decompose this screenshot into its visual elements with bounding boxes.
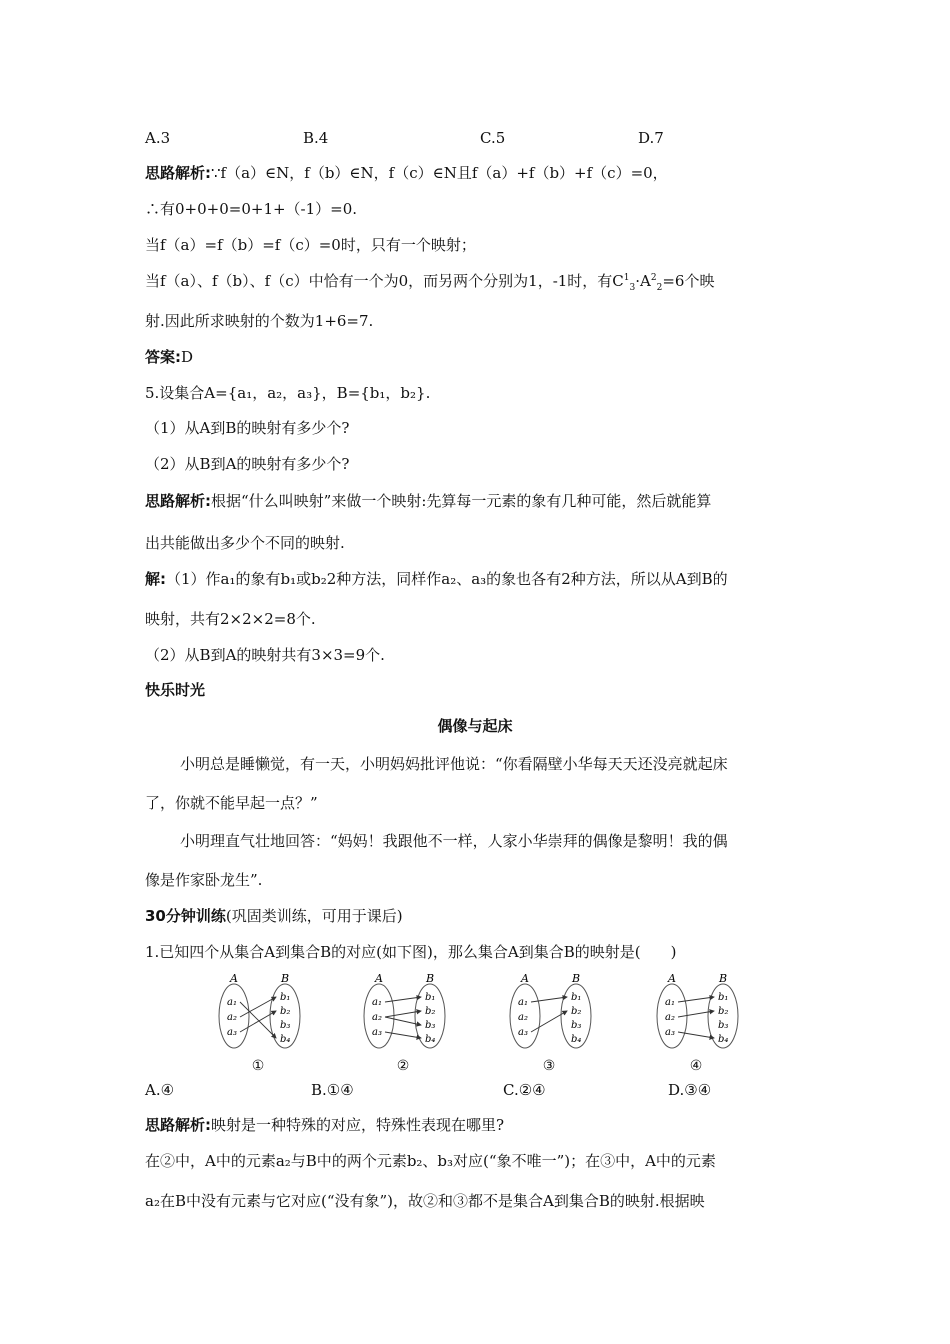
set-b-label: B bbox=[426, 972, 435, 985]
q5-solution-line-3: （2）从B到A的映射共有3×3=9个. bbox=[145, 646, 385, 664]
solution-label: 解: bbox=[145, 570, 166, 588]
training-heading-line bbox=[145, 906, 403, 926]
mapping-diagram-4-svg bbox=[650, 970, 750, 1056]
story-title: 偶像与起床 bbox=[437, 717, 513, 735]
analysis-text: ∵f（a）∈N，f（b）∈N，f（c）∈N且f（a）+f（b）+f（c）=0， bbox=[211, 164, 668, 182]
fun-heading: 快乐时光 bbox=[145, 681, 206, 699]
mapping-diagram-2-svg bbox=[357, 970, 457, 1056]
analysis-label: 思路解析: bbox=[145, 1116, 211, 1134]
t1-analysis-line-2: 在②中，A中的元素a₂与B中的两个元素b₂、b₃对应(“象不唯一”)；在③中，A中的元素 bbox=[145, 1152, 716, 1170]
q5-analysis-line-2: 出共能做出多少个不同的映射. bbox=[145, 534, 345, 552]
story-paragraph-2b: 像是作家卧龙生”. bbox=[145, 871, 263, 889]
story-paragraph-2a: 小明理直气壮地回答：“妈妈！我跟他不一样，人家小华崇拜的偶像是黎明！我的偶 bbox=[180, 832, 728, 850]
option-d: D.7 bbox=[638, 129, 664, 147]
b1: b₁ bbox=[571, 992, 582, 1003]
q5-part-1: （1）从A到B的映射有多少个? bbox=[145, 419, 350, 437]
t1-stem: 1.已知四个从集合A到集合B的对应(如下图)，那么集合A到集合B的映射是( ) bbox=[145, 943, 677, 961]
b3: b₃ bbox=[425, 1020, 436, 1031]
b4: b₄ bbox=[425, 1034, 436, 1045]
q4-analysis-line-3: 当f（a）=f（b）=f（c）=0时，只有一个映射； bbox=[145, 236, 476, 254]
b1: b₁ bbox=[718, 992, 729, 1003]
q5-part-2: （2）从B到A的映射有多少个? bbox=[145, 455, 350, 473]
q4-answer bbox=[145, 347, 193, 367]
t1-analysis-line-3: a₂在B中没有元素与它对应(“没有象”)，故②和③都不是集合A到集合B的映射.根据映 bbox=[145, 1192, 705, 1210]
t1-analysis-line-1 bbox=[145, 1115, 504, 1135]
option-a: A.3 bbox=[145, 129, 171, 147]
set-a-label: A bbox=[668, 972, 676, 985]
mapping-diagram-4 bbox=[650, 970, 750, 1056]
mapping-diagram-3-svg bbox=[503, 970, 603, 1056]
analysis-label: 思路解析: bbox=[145, 164, 211, 182]
sub: 3 bbox=[629, 283, 636, 293]
training-heading: 30分钟训练 bbox=[145, 907, 226, 925]
diagram-label-4: ④ bbox=[689, 1058, 703, 1074]
diagram-label-3: ③ bbox=[542, 1058, 556, 1074]
q4-analysis-line-2: ∴有0+0+0=0+1+（-1）=0. bbox=[145, 200, 358, 218]
b1: b₁ bbox=[425, 992, 436, 1003]
set-b-label: B bbox=[572, 972, 581, 985]
q5-analysis-line-1 bbox=[145, 491, 711, 511]
text: ·A bbox=[635, 272, 651, 290]
t1-option-c: C.②④ bbox=[503, 1081, 546, 1099]
b4: b₄ bbox=[280, 1034, 291, 1045]
analysis-text: 映射是一种特殊的对应，特殊性表现在哪里? bbox=[211, 1116, 505, 1134]
b3: b₃ bbox=[718, 1020, 729, 1031]
analysis-text: 根据“什么叫映射”来做一个映射:先算每一元素的象有几种可能，然后就能算 bbox=[211, 492, 712, 510]
text: 当f（a）、f（b）、f（c）中恰有一个为0，而另两个分别为1，-1时，有C bbox=[145, 272, 624, 290]
b3: b₃ bbox=[280, 1020, 291, 1031]
option-c: C.5 bbox=[480, 129, 506, 147]
sup: 1 bbox=[623, 273, 630, 283]
q4-analysis-line-5: 射.因此所求映射的个数为1+6=7. bbox=[145, 312, 374, 330]
story-paragraph-1a: 小明总是睡懒觉，有一天，小明妈妈批评他说：“你看隔壁小华每天天还没亮就起床 bbox=[180, 755, 728, 773]
story-paragraph-1b: 了，你就不能早起一点？” bbox=[145, 794, 318, 812]
b3: b₃ bbox=[571, 1020, 582, 1031]
diagram-label-1: ① bbox=[251, 1058, 265, 1074]
set-b-label: B bbox=[719, 972, 728, 985]
t1-option-b: B.①④ bbox=[311, 1081, 354, 1099]
a2: a₂ bbox=[372, 1012, 382, 1023]
a1: a₁ bbox=[372, 997, 382, 1008]
a1: a₁ bbox=[227, 997, 237, 1008]
q4-analysis-line-4 bbox=[145, 271, 714, 291]
a2: a₂ bbox=[518, 1012, 528, 1023]
b4: b₄ bbox=[571, 1034, 582, 1045]
set-b-label: B bbox=[281, 972, 290, 985]
solution-text: （1）作a₁的象有b₁或b₂2种方法，同样作a₂、a₃的象也各有2种方法，所以从A到B的 bbox=[166, 570, 728, 588]
mapping-diagram-1 bbox=[212, 970, 312, 1056]
q5-solution-line-2: 映射，共有2×2×2=8个. bbox=[145, 610, 316, 628]
a2: a₂ bbox=[227, 1012, 237, 1023]
analysis-label: 思路解析: bbox=[145, 492, 211, 510]
option-b: B.4 bbox=[303, 129, 329, 147]
mapping-diagram-2 bbox=[357, 970, 457, 1056]
b2: b₂ bbox=[280, 1006, 291, 1017]
b2: b₂ bbox=[571, 1006, 582, 1017]
a1: a₁ bbox=[518, 997, 528, 1008]
a3: a₃ bbox=[518, 1027, 528, 1038]
mapping-diagram-1-svg bbox=[212, 970, 312, 1056]
t1-option-a: A.④ bbox=[145, 1081, 175, 1099]
diagram-label-2: ② bbox=[396, 1058, 410, 1074]
mapping-diagram-3 bbox=[503, 970, 603, 1056]
t1-option-d: D.③④ bbox=[668, 1081, 712, 1099]
q5-solution-line-1 bbox=[145, 569, 728, 589]
set-a-label: A bbox=[521, 972, 529, 985]
a3: a₃ bbox=[665, 1027, 675, 1038]
b1: b₁ bbox=[280, 992, 291, 1003]
b4: b₄ bbox=[718, 1034, 729, 1045]
set-a-label: A bbox=[375, 972, 383, 985]
a1: a₁ bbox=[665, 997, 675, 1008]
training-note: (巩固类训练，可用于课后) bbox=[225, 907, 403, 925]
a2: a₂ bbox=[665, 1012, 675, 1023]
b2: b₂ bbox=[425, 1006, 436, 1017]
sub: 2 bbox=[656, 283, 663, 293]
q4-analysis-line-1 bbox=[145, 163, 668, 183]
answer-value: D bbox=[181, 348, 194, 366]
answer-label: 答案: bbox=[145, 348, 181, 366]
sup: 2 bbox=[650, 273, 657, 283]
a3: a₃ bbox=[227, 1027, 237, 1038]
q5-stem: 5.设集合A={a₁，a₂，a₃}，B={b₁，b₂}. bbox=[145, 384, 431, 402]
b2: b₂ bbox=[718, 1006, 729, 1017]
a3: a₃ bbox=[372, 1027, 382, 1038]
text: =6个映 bbox=[662, 272, 715, 290]
set-a-label: A bbox=[230, 972, 238, 985]
